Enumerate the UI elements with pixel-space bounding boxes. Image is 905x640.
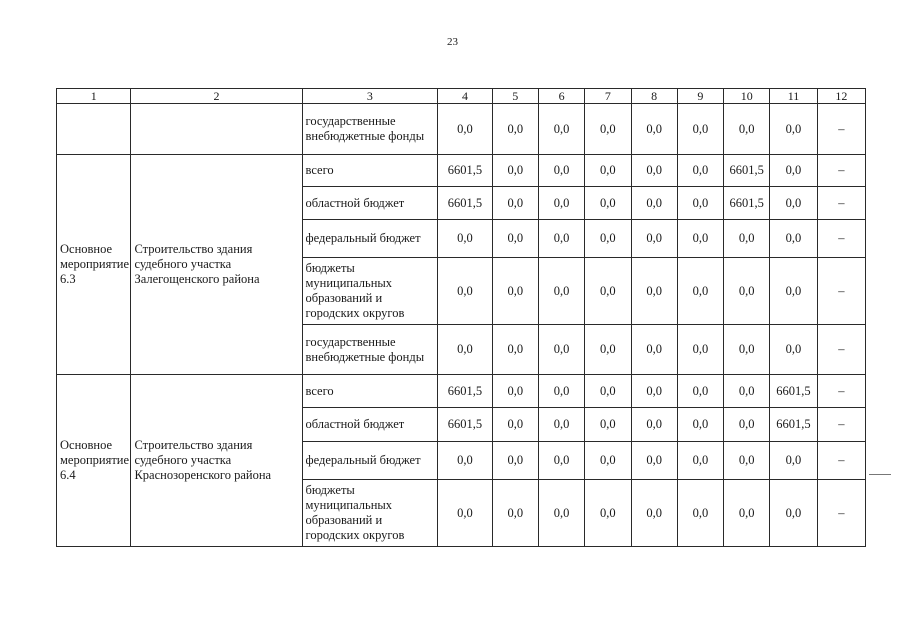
value-cell: 0,0: [438, 258, 492, 325]
value-cell: 0,0: [770, 155, 817, 187]
measure-description: Строительство здания судебного участка Залегощенского района: [131, 155, 302, 375]
value-cell: 0,0: [538, 408, 584, 442]
value-cell: 0,0: [585, 375, 631, 408]
value-cell: 0,0: [438, 220, 492, 258]
value-cell: 0,0: [438, 104, 492, 155]
value-cell: 0,0: [770, 220, 817, 258]
funding-source: государственные внебюджетные фонды: [302, 325, 438, 375]
value-cell: 0,0: [724, 442, 770, 480]
value-cell: 0,0: [631, 480, 677, 547]
value-cell: 0,0: [538, 375, 584, 408]
header-cell: 10: [724, 89, 770, 104]
col12-cell: –: [817, 480, 865, 547]
value-cell: 0,0: [631, 220, 677, 258]
value-cell: 6601,5: [438, 187, 492, 220]
header-cell: 2: [131, 89, 302, 104]
value-cell: 0,0: [677, 187, 723, 220]
value-cell: 0,0: [492, 155, 538, 187]
value-cell: 0,0: [492, 104, 538, 155]
value-cell: 6601,5: [724, 187, 770, 220]
value-cell: 0,0: [538, 187, 584, 220]
value-cell: 0,0: [438, 325, 492, 375]
value-cell: 0,0: [538, 325, 584, 375]
funding-source: всего: [302, 155, 438, 187]
value-cell: 0,0: [677, 325, 723, 375]
funding-source: всего: [302, 375, 438, 408]
value-cell: 0,0: [724, 325, 770, 375]
value-cell: 0,0: [438, 442, 492, 480]
col12-cell: –: [817, 408, 865, 442]
value-cell: 0,0: [631, 258, 677, 325]
value-cell: 6601,5: [770, 375, 817, 408]
value-cell: 0,0: [538, 258, 584, 325]
value-cell: 0,0: [631, 408, 677, 442]
value-cell: 0,0: [677, 442, 723, 480]
funding-source: федеральный бюджет: [302, 442, 438, 480]
value-cell: 0,0: [631, 104, 677, 155]
empty-cell: [131, 104, 302, 155]
header-cell: 7: [585, 89, 631, 104]
col12-cell: –: [817, 442, 865, 480]
value-cell: 0,0: [585, 325, 631, 375]
value-cell: 0,0: [631, 442, 677, 480]
value-cell: 0,0: [770, 325, 817, 375]
margin-mark: [869, 474, 891, 475]
funding-source: бюджеты муниципальных образований и городских округов: [302, 480, 438, 547]
col12-cell: –: [817, 155, 865, 187]
value-cell: 0,0: [677, 375, 723, 408]
header-cell: 11: [770, 89, 817, 104]
empty-cell: [57, 104, 131, 155]
value-cell: 0,0: [492, 375, 538, 408]
value-cell: 0,0: [724, 104, 770, 155]
funding-source: областной бюджет: [302, 187, 438, 220]
table-row: [57, 104, 866, 155]
value-cell: 0,0: [585, 442, 631, 480]
value-cell: 0,0: [538, 480, 584, 547]
col12-cell: –: [817, 187, 865, 220]
value-cell: 6601,5: [438, 408, 492, 442]
value-cell: 0,0: [585, 220, 631, 258]
value-cell: 0,0: [677, 408, 723, 442]
value-cell: 0,0: [585, 258, 631, 325]
funding-source: федеральный бюджет: [302, 220, 438, 258]
value-cell: 0,0: [677, 258, 723, 325]
value-cell: 6601,5: [770, 408, 817, 442]
value-cell: 0,0: [585, 187, 631, 220]
value-cell: 0,0: [538, 442, 584, 480]
value-cell: 0,0: [585, 155, 631, 187]
value-cell: 0,0: [770, 258, 817, 325]
header-cell: 5: [492, 89, 538, 104]
value-cell: 0,0: [538, 104, 584, 155]
header-cell: 4: [438, 89, 492, 104]
funding-source: бюджеты муниципальных образований и городских округов: [302, 258, 438, 325]
value-cell: 0,0: [770, 442, 817, 480]
value-cell: 0,0: [631, 375, 677, 408]
measure-title: Основное мероприятие 6.4: [57, 375, 131, 547]
value-cell: 0,0: [770, 480, 817, 547]
header-cell: 9: [677, 89, 723, 104]
value-cell: 0,0: [770, 187, 817, 220]
value-cell: 0,0: [677, 104, 723, 155]
value-cell: 0,0: [492, 480, 538, 547]
value-cell: 0,0: [492, 220, 538, 258]
value-cell: 0,0: [492, 258, 538, 325]
value-cell: 6601,5: [724, 155, 770, 187]
value-cell: 0,0: [677, 220, 723, 258]
value-cell: 0,0: [492, 442, 538, 480]
header-row: [57, 89, 866, 104]
measure-title: Основное мероприятие 6.3: [57, 155, 131, 375]
value-cell: 0,0: [585, 480, 631, 547]
value-cell: 0,0: [585, 408, 631, 442]
value-cell: 0,0: [538, 220, 584, 258]
value-cell: 0,0: [538, 155, 584, 187]
value-cell: 0,0: [724, 480, 770, 547]
header-cell: 12: [817, 89, 865, 104]
value-cell: 0,0: [492, 325, 538, 375]
table-row: [57, 155, 866, 187]
funding-source: областной бюджет: [302, 408, 438, 442]
value-cell: 0,0: [631, 155, 677, 187]
value-cell: 0,0: [631, 325, 677, 375]
col12-cell: –: [817, 325, 865, 375]
header-cell: 3: [302, 89, 438, 104]
value-cell: 0,0: [724, 220, 770, 258]
value-cell: 0,0: [677, 155, 723, 187]
col12-cell: –: [817, 375, 865, 408]
value-cell: 0,0: [492, 187, 538, 220]
value-cell: 6601,5: [438, 155, 492, 187]
value-cell: 0,0: [585, 104, 631, 155]
header-cell: 1: [57, 89, 131, 104]
col12-cell: –: [817, 220, 865, 258]
value-cell: 0,0: [724, 375, 770, 408]
budget-table: [56, 88, 866, 547]
header-cell: 6: [538, 89, 584, 104]
page-number: 23: [447, 36, 458, 48]
col12-cell: –: [817, 104, 865, 155]
funding-source: государственные внебюджетные фонды: [302, 104, 438, 155]
value-cell: 0,0: [631, 187, 677, 220]
value-cell: 0,0: [677, 480, 723, 547]
table-row: [57, 375, 866, 408]
col12-cell: –: [817, 258, 865, 325]
value-cell: 0,0: [492, 408, 538, 442]
header-cell: 8: [631, 89, 677, 104]
value-cell: 0,0: [438, 480, 492, 547]
value-cell: 0,0: [770, 104, 817, 155]
measure-description: Строительство здания судебного участка Краснозоренского района: [131, 375, 302, 547]
value-cell: 0,0: [724, 408, 770, 442]
value-cell: 0,0: [724, 258, 770, 325]
value-cell: 6601,5: [438, 375, 492, 408]
